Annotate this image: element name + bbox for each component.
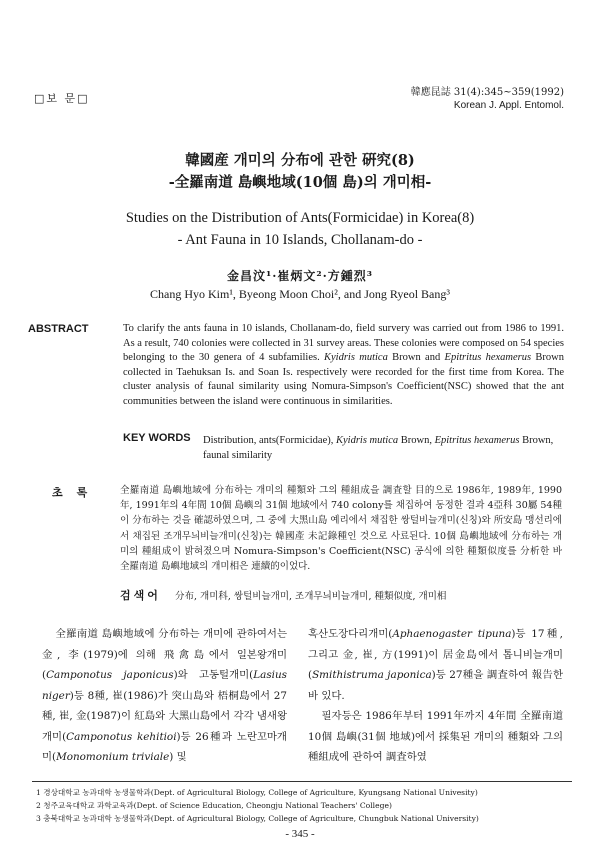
body-text: )등 17種, 그리고 金, 崔, 方(1991)이 居金島에서 톱니비늘개미(	[308, 628, 563, 681]
body-text: 혹산도장다리개미(	[308, 628, 393, 640]
footnote-divider	[32, 781, 572, 782]
abstract-text-part: To clarify the ants fauna in 10 islands, Chollanam-do, field survery was carried out from 1986 to 1991. As a result, 740 colonies were collected in 31 survey areas. These colonies were composed on 54 species belonging to the 30 genera of 4 subfamilies.	[123, 323, 564, 364]
english-title-line2: - Ant Fauna in 10 Islands, Chollanam-do -	[177, 232, 423, 248]
keywords-part: Brown, faunal similarity	[203, 435, 554, 461]
korean-keywords-text: 分布, 개미科, 쌍털비늘개미, 조개무늬비늘개미, 種類似度, 개미相	[175, 591, 447, 602]
korean-abstract-label: 초록	[52, 486, 102, 499]
footnote-2: 2 청주교육대학교 과학교육과(Dept. of Science Education, Cheongju National Teachers' College)	[36, 801, 392, 810]
species-name: Camponotus japonicus	[46, 669, 174, 681]
body-text: )등 26種과 노란꼬마개미(	[42, 730, 287, 763]
footnote-1: 1 경상대학교 농과대학 농생물학과(Dept. of Agricultural Biology, College of Agriculture, Kyungsang National Univesity)	[36, 788, 478, 797]
species-name: Aphaenogaster tipuna	[392, 628, 512, 640]
species-name: Kyidris mutica	[324, 352, 388, 364]
species-name: Monomonium triviale	[56, 751, 170, 763]
korean-abstract-text: 全羅南道 島嶼地域에 分布하는 개미의 種類와 그의 種組成을 調査할 目的으로 1986年, 1989年, 1990年, 1991年의 4年間 10個 島嶼의 31個 地域에서 740 colony를 채집하여 동정한 결과 4亞科 30屬 54種이 分布하는 것을 確認하였으며, 그 중에 大黑山島 예리에서 채집한 쌍털비늘개미(신칭)와 所安島 맹선리에서 채집된 조개무늬비늘개미(신칭)는 韓國產 未記錄種인 것으로 사료된다. 10個 島嶼地域에 分布하는 개미의 種組成이 밝혀졌으며 Nomura-Simpson's Coefficient(NSC) 공식에 의한 種類似度를 分析한 바 全羅南道 島嶼地域의 개미相은 連續的이었다.	[120, 485, 562, 573]
korean-keywords-label: 검색어	[120, 589, 161, 602]
english-title	[0, 207, 600, 251]
abstract-text	[123, 322, 564, 410]
authors-korean: 金昌汶¹·崔炳文²·方鍾烈³	[226, 269, 374, 283]
keywords-part: Distribution, ants(Formicidae),	[203, 435, 336, 446]
citation-journal-name: Korean J. Appl. Entomol.	[453, 100, 564, 111]
footnotes	[36, 786, 576, 825]
keywords-label: KEY WORDS	[123, 432, 191, 444]
keywords-part: Brown,	[398, 435, 435, 446]
abstract-text-part: Brown collected in Taehuksan Is. and Soan Is. respectively were recorded for the first time from Korea. The cluster analysis of faunal similarity using Nomura-Simpson's Coefficient(NSC) showed that the ant communities between the island were continuous in similarities.	[123, 352, 564, 407]
species-name: Camponotus kehitioi	[66, 730, 177, 743]
body-text: )등 8種, 崔(1986)가 突山島와 梧桐島에서 27種, 崔, 金(1987)이 紅島와 大黑山島에서 각각 냄새왕개미(	[42, 689, 287, 743]
species-name: Lasius niger	[42, 669, 287, 702]
species-name: Epitritus hexamerus	[434, 435, 520, 446]
keywords-text	[203, 433, 573, 463]
body-paragraph: 필자등은 1986年부터 1991年까지 4年間 全羅南道 10個 島嶼(31個 地域)에서 採集된 개미의 種類와 그의 種組成에 관하여 調査하였	[308, 710, 563, 763]
korean-title-line1: 韓國産 개미의 分布에 관한 硏究(8)	[185, 152, 415, 169]
journal-citation	[411, 86, 564, 112]
english-title-line1: Studies on the Distribution of Ants(Formicidae) in Korea(8)	[125, 210, 475, 226]
korean-title-line2: -全羅南道 島嶼地域(10個 島)의 개미相-	[168, 174, 432, 191]
body-text: ) 및	[169, 751, 187, 763]
body-text: )등 27種을 調査하여 報告한 바 있다.	[308, 669, 564, 702]
species-name: Smithistruma japonica	[312, 669, 432, 681]
abstract-label: ABSTRACT	[28, 323, 89, 335]
body-paragraph	[308, 624, 563, 706]
body-column-right	[308, 624, 563, 768]
korean-title	[0, 150, 600, 194]
body-column-left	[42, 624, 287, 768]
footnote-3: 3 충북대학교 농과대학 농생물학과(Dept. of Agricultural Biology, College of Agriculture, Chungbuk National University)	[36, 814, 479, 823]
species-name: Epitritus hexamerus	[444, 352, 532, 364]
page-number: - 345 -	[285, 828, 315, 840]
body-text: )와 고동털개미(	[173, 669, 254, 681]
body-text: 全羅南道 島嶼地域에 分布하는 개미에 관하여서는 金, 李(1979)에 의해 飛禽島에서 일본왕개미(	[42, 628, 287, 681]
citation-volume: 韓應昆誌 31(4):345~359(1992)	[410, 87, 564, 98]
article-type-label: □보 문□	[34, 92, 90, 105]
authors-english: Chang Hyo Kim¹, Byeong Moon Choi², and Jong Ryeol Bang³	[150, 287, 450, 301]
body-paragraph	[42, 624, 287, 768]
abstract-text-part: Brown and	[387, 352, 445, 364]
species-name: Kyidris mutica	[335, 435, 399, 446]
